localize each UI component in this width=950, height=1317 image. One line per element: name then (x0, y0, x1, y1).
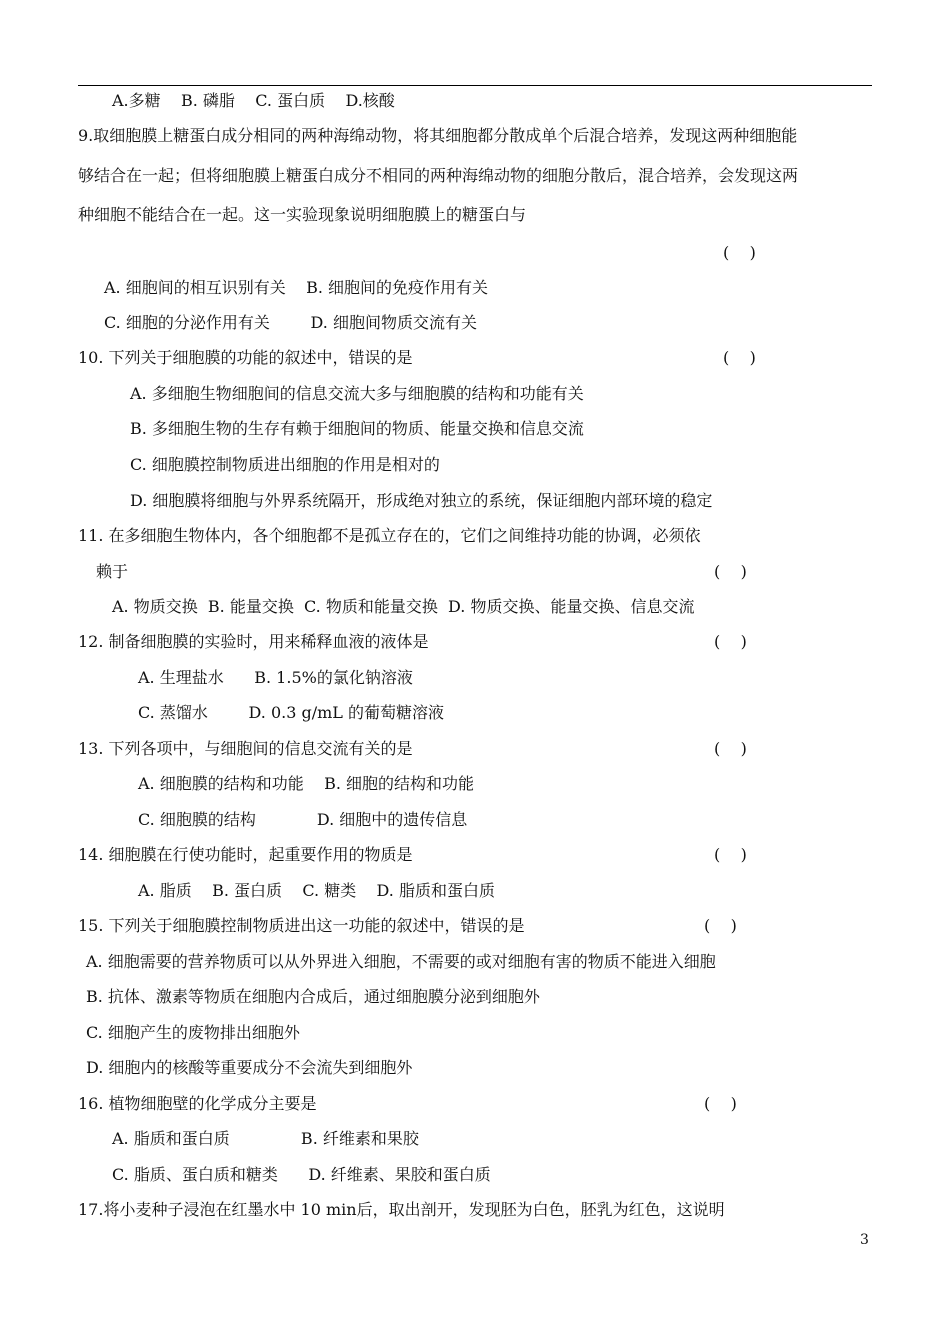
q14-stem: 14. 细胞膜在行使功能时，起重要作用的物质是 (78, 845, 413, 864)
q14-answer-blank: ( ) (714, 845, 747, 864)
q17-stem: 17.将小麦种子浸泡在红墨水中 10 min后，取出剖开，发现胚为白色，胚乳为红色，这说明 (78, 1200, 725, 1219)
q14-options: A. 脂质 B. 蛋白质 C. 糖类 D. 脂质和蛋白质 (138, 881, 495, 900)
q16-options-cd: C. 脂质、蛋白质和糖类 D. 纤维素、果胶和蛋白质 (112, 1165, 491, 1184)
q9-answer-blank: ( ) (723, 243, 756, 262)
q10-answer-blank: ( ) (723, 348, 756, 367)
q11-options: A. 物质交换 B. 能量交换 C. 物质和能量交换 D. 物质交换、能量交换、信息交流 (112, 597, 695, 616)
q13-options-ab: A. 细胞膜的结构和功能 B. 细胞的结构和功能 (138, 774, 475, 793)
q13-answer-blank: ( ) (714, 739, 747, 758)
q16-stem: 16. 植物细胞壁的化学成分主要是 (78, 1094, 317, 1113)
q16-answer-blank: ( ) (704, 1094, 737, 1113)
q12-options-ab: A. 生理盐水 B. 1.5%的氯化钠溶液 (138, 668, 413, 687)
q13-options-cd: C. 细胞膜的结构 D. 细胞中的遗传信息 (138, 810, 468, 829)
q9-stem-line1: 9.取细胞膜上糖蛋白成分相同的两种海绵动物，将其细胞都分散成单个后混合培养，发现这两种细胞能 (78, 126, 798, 145)
q8-options: A.多糖 B. 磷脂 C. 蛋白质 D.核酸 (112, 91, 395, 110)
q12-answer-blank: ( ) (714, 632, 747, 651)
q11-stem-line1: 11. 在多细胞生物体内，各个细胞都不是孤立存在的，它们之间维持功能的协调，必须依 (78, 526, 701, 545)
q16-options-ab: A. 脂质和蛋白质 B. 纤维素和果胶 (112, 1129, 419, 1148)
q10-option-d: D. 细胞膜将细胞与外界系统隔开，形成绝对独立的系统，保证细胞内部环境的稳定 (130, 491, 713, 510)
q11-answer-blank: ( ) (714, 562, 747, 581)
q10-option-a: A. 多细胞生物细胞间的信息交流大多与细胞膜的结构和功能有关 (130, 384, 584, 403)
q13-stem: 13. 下列各项中，与细胞间的信息交流有关的是 (78, 739, 413, 758)
q15-option-d: D. 细胞内的核酸等重要成分不会流失到细胞外 (86, 1058, 413, 1077)
q15-answer-blank: ( ) (704, 916, 737, 935)
q9-stem-line3: 种细胞不能结合在一起。这一实验现象说明细胞膜上的糖蛋白与 (78, 205, 527, 224)
q11-stem-line2: 赖于 (96, 562, 129, 581)
q10-option-c: C. 细胞膜控制物质进出细胞的作用是相对的 (130, 455, 440, 474)
q15-option-c: C. 细胞产生的废物排出细胞外 (86, 1023, 300, 1042)
page-number: 3 (860, 1232, 869, 1248)
q9-options-cd: C. 细胞的分泌作用有关 D. 细胞间物质交流有关 (104, 313, 477, 332)
q15-option-a: A. 细胞需要的营养物质可以从外界进入细胞，不需要的或对细胞有害的物质不能进入细胞 (86, 952, 716, 971)
q12-options-cd: C. 蒸馏水 D. 0.3 g/mL 的葡萄糖溶液 (138, 703, 445, 722)
q10-stem: 10. 下列关于细胞膜的功能的叙述中，错误的是 (78, 348, 413, 367)
header-rule (78, 85, 872, 86)
q10-option-b: B. 多细胞生物的生存有赖于细胞间的物质、能量交换和信息交流 (130, 419, 584, 438)
q9-options-ab: A. 细胞间的相互识别有关 B. 细胞间的免疫作用有关 (104, 278, 489, 297)
q12-stem: 12. 制备细胞膜的实验时，用来稀释血液的液体是 (78, 632, 429, 651)
q15-option-b: B. 抗体、激素等物质在细胞内合成后，通过细胞膜分泌到细胞外 (86, 987, 540, 1006)
q9-stem-line2: 够结合在一起；但将细胞膜上糖蛋白成分不相同的两种海绵动物的细胞分散后，混合培养，会发现这两 (78, 166, 799, 185)
q15-stem: 15. 下列关于细胞膜控制物质进出这一功能的叙述中，错误的是 (78, 916, 525, 935)
